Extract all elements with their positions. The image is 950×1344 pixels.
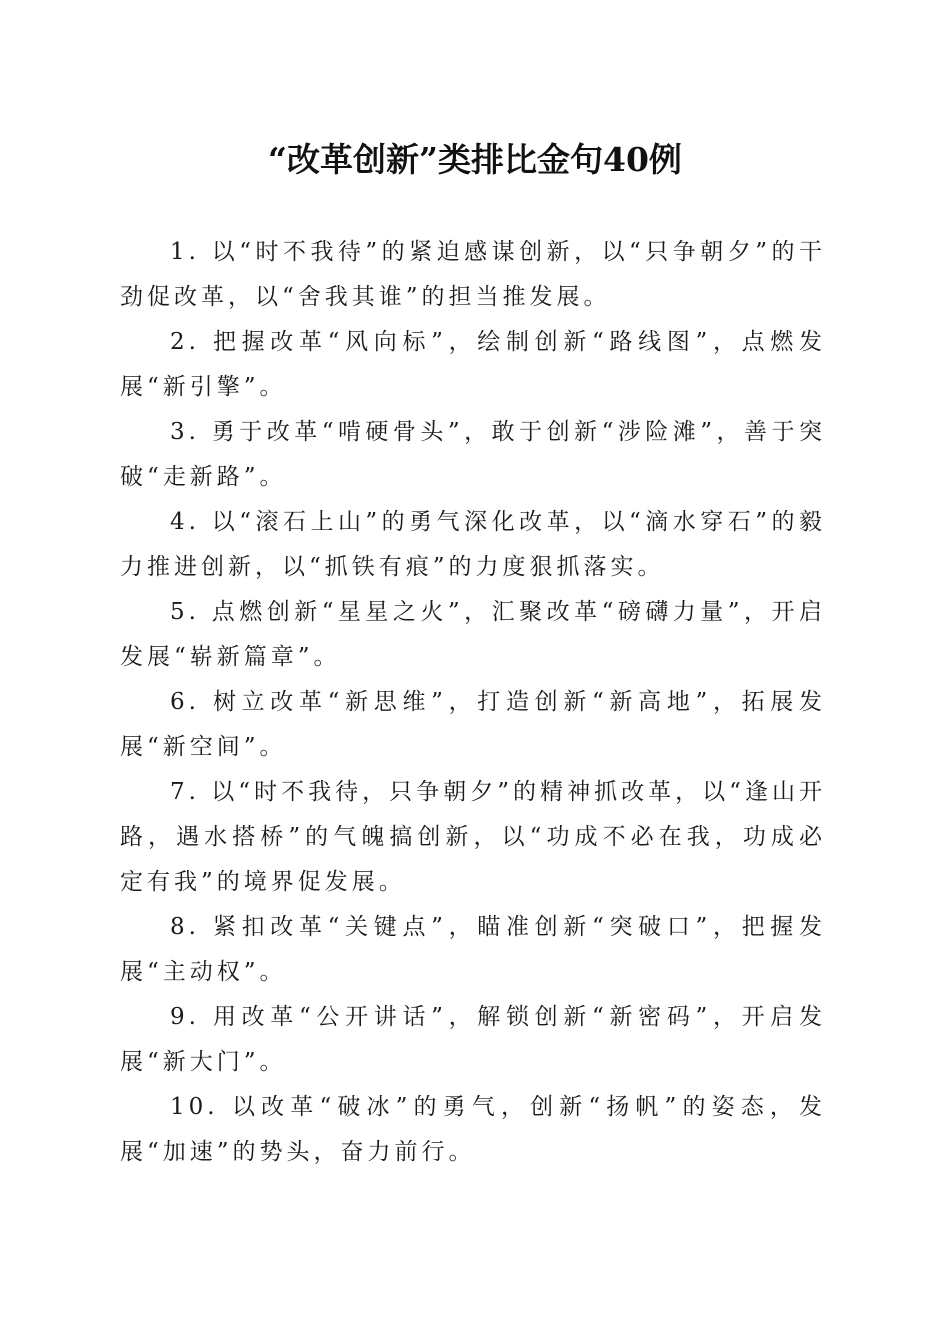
paragraph-8: 8. 紧扣改革“关键点”，瞄准创新“突破口”，把握发展“主动权”。	[120, 914, 826, 985]
paragraph-2: 2. 把握改革“风向标”，绘制创新“路线图”，点燃发展“新引擎”。	[120, 329, 826, 400]
document-body	[120, 230, 826, 1175]
paragraph-7: 7. 以“时不我待，只争朝夕”的精神抓改革，以“逢山开路，遇水搭桥”的气魄搞创新，以“功成不必在我，功成必定有我”的境界促发展。	[120, 779, 826, 895]
paragraph-6: 6. 树立改革“新思维”，打造创新“新高地”，拓展发展“新空间”。	[120, 689, 826, 760]
paragraph-10: 10. 以改革“破冰”的勇气，创新“扬帆”的姿态，发展“加速”的势头，奋力前行。	[120, 1094, 826, 1165]
paragraph-3: 3. 勇于改革“啃硬骨头”，敢于创新“涉险滩”，善于突破“走新路”。	[120, 419, 826, 490]
paragraph-4: 4. 以“滚石上山”的勇气深化改革，以“滴水穿石”的毅力推进创新，以“抓铁有痕”的力度狠抓落实。	[120, 509, 826, 580]
paragraph-9: 9. 用改革“公开讲话”，解锁创新“新密码”，开启发展“新大门”。	[120, 1004, 826, 1075]
paragraph-5: 5. 点燃创新“星星之火”，汇聚改革“磅礴力量”，开启发展“崭新篇章”。	[120, 599, 826, 670]
document-title: “改革创新”类排比金句40例	[268, 140, 682, 179]
paragraph-1: 1. 以“时不我待”的紧迫感谋创新，以“只争朝夕”的干劲促改革，以“舍我其谁”的担当推发展。	[120, 239, 826, 310]
